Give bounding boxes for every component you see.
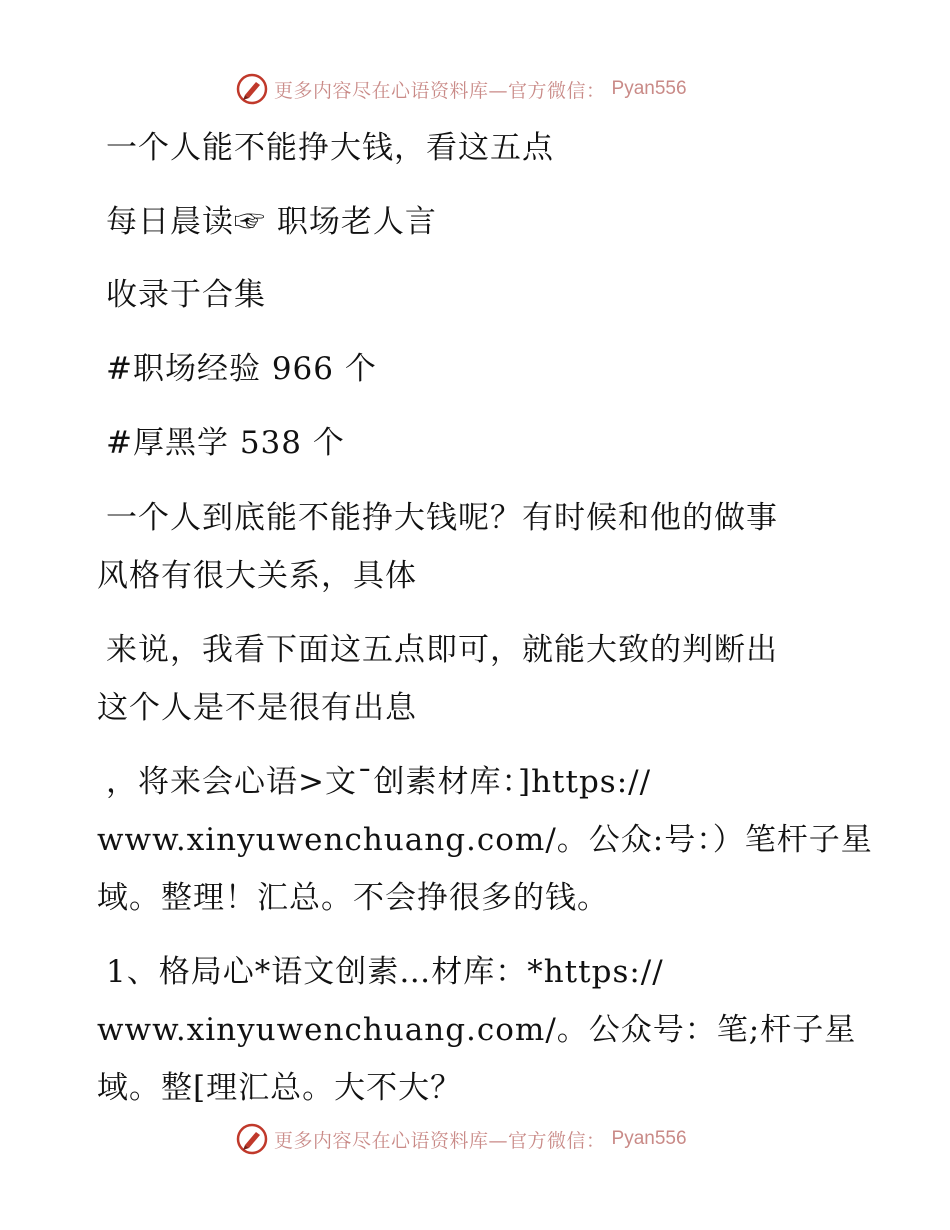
paragraph-1-line-1: 一个人到底能不能挣大钱呢？有时候和他的做事	[106, 500, 778, 536]
pen-logo-icon	[236, 1123, 268, 1155]
watermark-wechat-id: Pyan556	[611, 1128, 687, 1149]
footer-watermark	[236, 1122, 756, 1156]
watermark-wechat-id: Pyan556	[611, 78, 687, 99]
collection-label: 收录于合集	[106, 277, 266, 313]
source-line: 每日晨读☞ 职场老人言	[106, 204, 437, 240]
paragraph-3-line-2: www.xinyuwenchuang.com/。公众:号：）笔杆子星	[97, 822, 873, 858]
watermark-text: 更多内容尽在心语资料库—官方微信：	[274, 1129, 606, 1152]
paragraph-4-line-3: 域。整[理汇总。大不大？	[97, 1070, 463, 1106]
document-title: 一个人能不能挣大钱，看这五点	[106, 130, 554, 166]
watermark-text: 更多内容尽在心语资料库—官方微信：	[274, 79, 606, 102]
paragraph-4-line-1: 1、格局心*语文创素…材库：*https://	[106, 954, 664, 990]
paragraph-3-line-3: 域。整理！汇总。不会挣很多的钱。	[97, 880, 609, 916]
paragraph-3-line-1: ，将来会心语>文¯创素材库：]https://	[106, 764, 652, 800]
paragraph-2-line-1: 来说，我看下面这五点即可，就能大致的判断出	[106, 632, 778, 668]
paragraph-2-line-2: 这个人是不是很有出息	[97, 690, 417, 726]
pen-logo-icon	[236, 73, 268, 105]
paragraph-4-line-2: www.xinyuwenchuang.com/。公众号：笔;杆子星	[97, 1012, 857, 1048]
paragraph-1-line-2: 风格有很大关系，具体	[97, 558, 417, 594]
tag-thick-black: #厚黑学 538 个	[106, 425, 345, 461]
tag-workplace-experience: #职场经验 966 个	[106, 351, 377, 387]
header-watermark	[236, 72, 756, 106]
